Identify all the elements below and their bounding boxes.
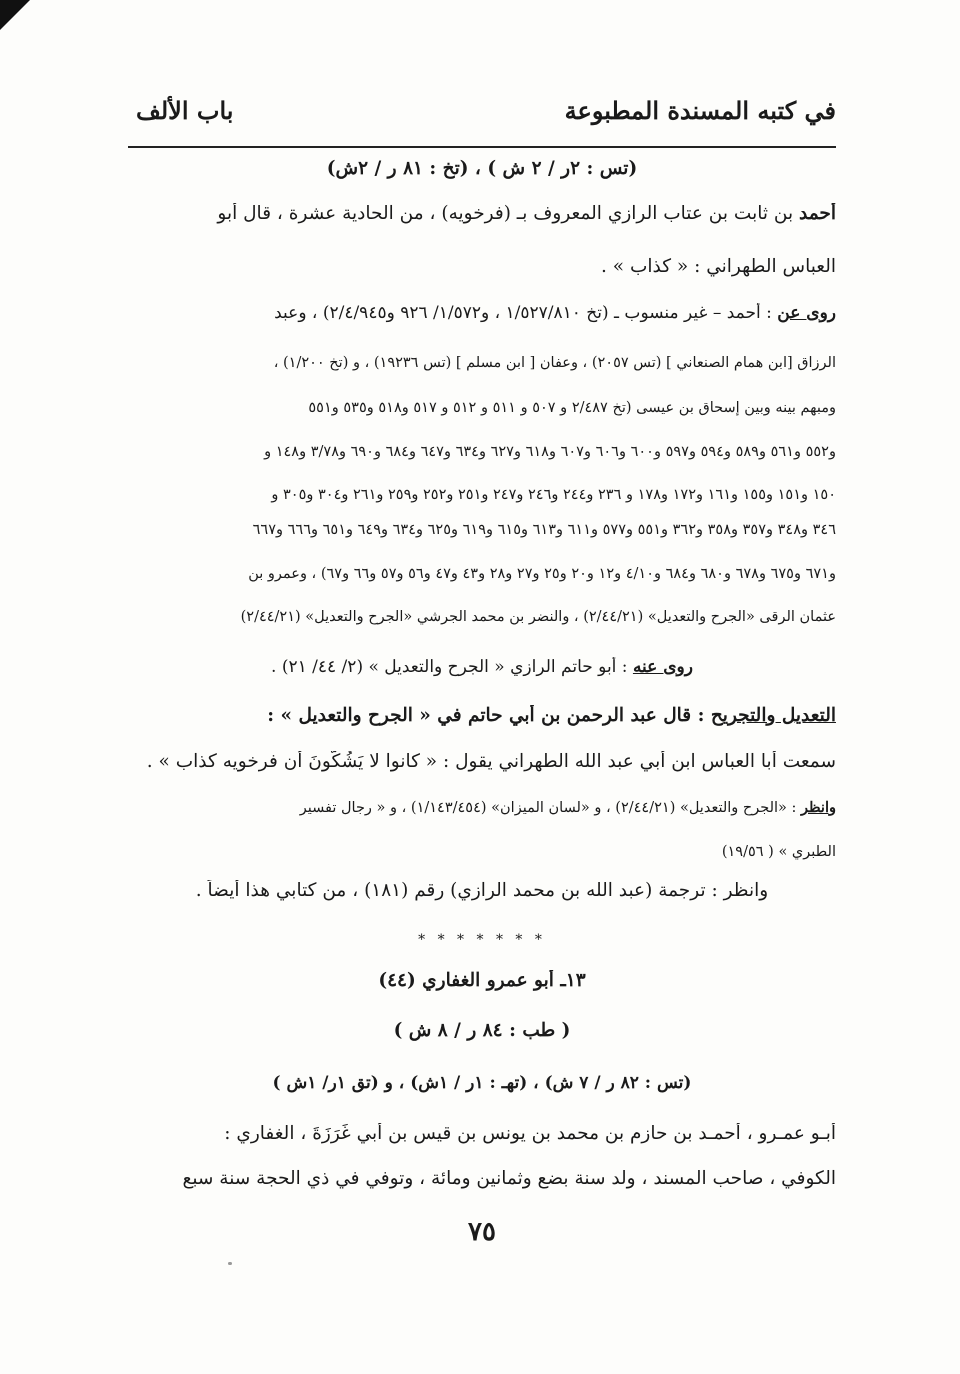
running-header [128,96,836,140]
header-chapter: باب الألف [136,96,234,125]
bold-text: ١٣ـ أبو عمرو الغفاري (٤٤) [378,970,586,991]
line-l21 [128,1073,836,1093]
line-text: وانظر : ترجمة (عبد الله بن محمد الرازي) رقم (١٨١) ، من كتابي هذا أيضاً . [195,880,769,901]
line-text: : أبو حاتم الرازي « الجرح والتعديل » (٢/ ٤٤/ ٢١) . [271,657,633,677]
line-l11 [128,609,836,625]
line-l6 [128,400,836,416]
line-l4 [128,303,836,323]
line-l10 [128,566,836,582]
line-text: أبـو عمـرو ، أحمـد بن حازم بن محمد بن يونس بن قيس بن أبي غَرَزَةَ ، الغفاري : [224,1123,836,1144]
bold-text: (تس : ٢ر / ٢ ش ) ، (تخ : ٨١ ر / ٢ش) [326,158,638,179]
scan-speck [228,1262,232,1265]
bold-text: (تس : ٨٢ ر / ٧ ش) ، (تهـ : ١ر / ١ش) ، و (تق ١ر/ ١ش ) [272,1073,692,1093]
line-l18 [128,932,836,948]
line-l5 [128,355,836,371]
line-text: ومبهم بينه وبين إسحاق بن عيسى (تخ ٢/٤٨٧ و ٥٠٧ و ٥١١ و ٥١٢ و ٥١٧ و٥١٨ و٥٣٥ و٥٥١ [308,400,836,416]
line-l9 [128,522,836,538]
line-l14 [128,751,836,772]
page-number: ٧٥ [468,1217,496,1247]
line-text: و٦٧١ و٦٧٥ و٦٧٨ و٦٨٠ و٦٨٤ و٤/١٠ و١٢ و٢٠ و٢٥ و٢٧ و٢٨ و٤٣ و٤٧ و٥٦ و٥٧ و٦٦ و٦٧) ، وعمرو بن [248,566,836,582]
line-l16 [128,844,836,860]
line-text: العباس الطهراني : « كذاب » . [600,256,836,277]
line-l23 [128,1168,836,1189]
header-title: في كتبه المسندة المطبوعة [564,96,836,125]
section-label: وانظر [801,799,836,816]
bold-text: أحمد [799,203,836,224]
line-l7 [128,444,836,460]
line-l1 [128,158,836,179]
line-text: الكوفي ، صاحب المسند ، ولد سنة بضع وثمانين ومائة ، وتوفي في ذي الحجة سنة سبع [182,1168,836,1189]
line-text: ١٥٠ و١٥١ و١٥٥ و١٦١ و١٧٢ و١٧٨ و ٢٣٦ و٢٤٤ و٢٤٦ و٢٤٧ و٢٥١ و٢٥٢ و٢٥٩ و٢٦١ و٣٠٤ و٣٠٥ و [271,487,836,503]
line-text: ٣٤٦ و٣٤٨ و٣٥٧ و٣٥٨ و٣٦٢ و٥٥١ و٥٧٧ و٦١١ و٦١٣ و٦١٥ و٦١٩ و٦٢٥ و٦٣٤ و٦٤٩ و٦٥١ و٦٦٦ و٦٦٧ [252,522,836,538]
line-text: الطبري » ( ١٩/٥٦) [721,844,836,860]
line-text: سمعت أبا العباس ابن أبي عبد الله الطهراني يقول : « كانوا لا يَشُكُّونَ أن فرخويه كذاب » . [146,751,836,772]
line-l3 [128,256,836,277]
line-l2 [128,203,836,224]
section-label: التعديل والتجريح [710,705,836,726]
page [128,0,836,1374]
line-l15 [128,799,836,816]
header-rule [128,146,836,148]
section-label: روى عن [777,303,836,323]
line-text: : «الجرح والتعديل» (٢/٤٤/٢١) ، و «لسان الميزان» (١/١٤٣/٤٥٤) ، و « رجال تفسير [299,800,802,816]
corner-mark [0,0,30,30]
line-l12 [128,657,836,677]
line-l22 [128,1123,836,1144]
line-text: الرزاق [ابن همام الصنعاني ] (تس ٢٠٥٧) ، وعفان [ ابن مسلم ] (تس ١٩٢٣٦) ، و (تخ ١/٢٠٠) ، [273,355,836,371]
line-l17 [128,880,836,901]
line-text: * * * * * * * [418,932,546,948]
bold-text: ( طب : ٨٤ ر / ٨ ش ) [393,1020,571,1041]
bold-text: : قال عبد الرحمن بن أبي حاتم في « الجرح والتعديل » : [267,705,711,726]
line-l20 [128,1020,836,1041]
line-l19 [128,970,836,991]
line-text: عثمان الرقى «الجرح والتعديل» (٢/٤٤/٢١) ، والنضر بن محمد الجرشي «الجرح والتعديل» (٢/٤٤/٢١) [240,609,836,625]
line-l8 [128,487,836,503]
line-l13 [128,705,836,726]
section-label: روى عنه [632,657,693,677]
line-text: : أحمد – غير منسوب ـ (تخ ١/٥٢٧/٨١٠ ، و١/٥٧٢/ ٩٢٦ و٢/٤/٩٤٥) ، وعبد [274,303,778,323]
line-text: و٥٥٢ و٥٦١ و٥٨٩ و٥٩٤ و٥٩٧ و٦٠٠ و٦٠٦ و٦٠٧ و٦١٨ و٦٢٧ و٦٣٤ و٦٤٧ و٦٨٤ و٦٩٠ و٣/٧٨ و١٤٨ و [264,444,836,460]
line-text: بن ثابت بن عتاب الرازي المعروف بـ (فرخويه) ، من الحادية عشرة ، قال أبو [217,203,800,224]
